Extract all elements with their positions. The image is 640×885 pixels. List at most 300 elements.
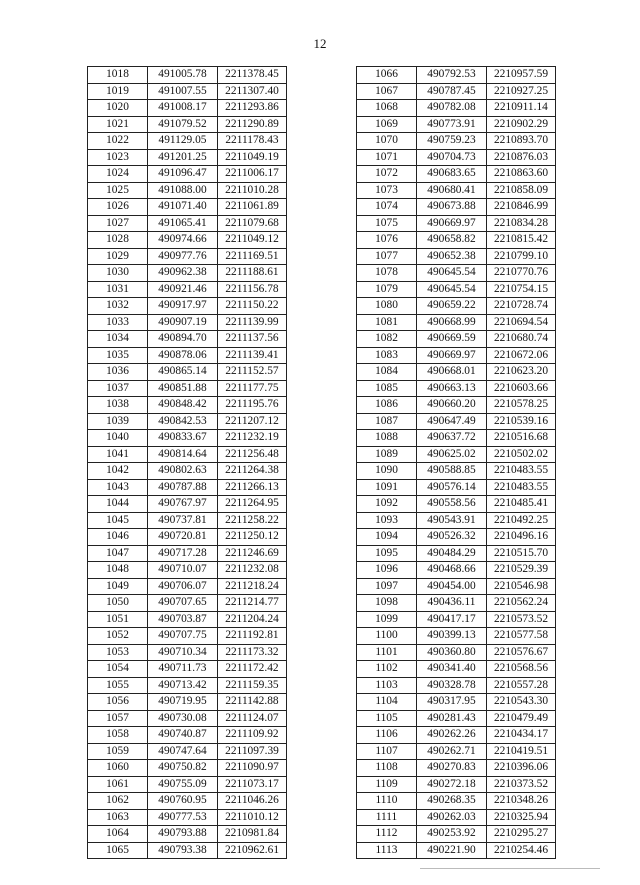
point-number-cell: 1054: [88, 661, 148, 678]
y-coordinate-cell: 2211156.78: [218, 281, 287, 298]
table-row: [88, 446, 287, 463]
table-row: [88, 116, 287, 133]
x-coordinate-cell: 490793.88: [148, 826, 218, 843]
table-row: [357, 116, 556, 133]
point-number-cell: 1088: [357, 430, 417, 447]
point-number-cell: 1069: [357, 116, 417, 133]
point-number-cell: 1111: [357, 809, 417, 826]
y-coordinate-cell: 2210325.94: [487, 809, 556, 826]
table-row: [88, 215, 287, 232]
x-coordinate-cell: 490848.42: [148, 397, 218, 414]
y-coordinate-cell: 2211109.92: [218, 727, 287, 744]
point-number-cell: 1036: [88, 364, 148, 381]
y-coordinate-cell: 2210434.17: [487, 727, 556, 744]
x-coordinate-cell: 490713.42: [148, 677, 218, 694]
table-row: [357, 182, 556, 199]
table-row: [357, 430, 556, 447]
table-row: [357, 496, 556, 513]
table-row: [88, 529, 287, 546]
x-coordinate-cell: 490526.32: [417, 529, 487, 546]
point-number-cell: 1082: [357, 331, 417, 348]
point-number-cell: 1061: [88, 776, 148, 793]
y-coordinate-cell: 2211006.17: [218, 166, 287, 183]
table-row: [357, 776, 556, 793]
point-number-cell: 1089: [357, 446, 417, 463]
x-coordinate-cell: 491071.40: [148, 199, 218, 216]
point-number-cell: 1026: [88, 199, 148, 216]
point-number-cell: 1094: [357, 529, 417, 546]
point-number-cell: 1031: [88, 281, 148, 298]
table-row: [88, 281, 287, 298]
table-row: [357, 83, 556, 100]
table-row: [357, 397, 556, 414]
table-row: [88, 265, 287, 282]
point-number-cell: 1098: [357, 595, 417, 612]
x-coordinate-cell: 490706.07: [148, 578, 218, 595]
x-coordinate-cell: 490710.07: [148, 562, 218, 579]
y-coordinate-cell: 2210483.55: [487, 479, 556, 496]
point-number-cell: 1063: [88, 809, 148, 826]
point-number-cell: 1095: [357, 545, 417, 562]
table-row: [88, 661, 287, 678]
x-coordinate-cell: 490262.71: [417, 743, 487, 760]
x-coordinate-cell: 491007.55: [148, 83, 218, 100]
table-row: [357, 529, 556, 546]
coordinates-table-right: [356, 66, 556, 859]
x-coordinate-cell: 490719.95: [148, 694, 218, 711]
point-number-cell: 1058: [88, 727, 148, 744]
y-coordinate-cell: 2210893.70: [487, 133, 556, 150]
table-row: [88, 743, 287, 760]
y-coordinate-cell: 2211010.12: [218, 809, 287, 826]
y-coordinate-cell: 2211046.26: [218, 793, 287, 810]
x-coordinate-cell: 491129.05: [148, 133, 218, 150]
x-coordinate-cell: 490704.73: [417, 149, 487, 166]
y-coordinate-cell: 2210981.84: [218, 826, 287, 843]
table-row: [357, 826, 556, 843]
x-coordinate-cell: 490668.01: [417, 364, 487, 381]
y-coordinate-cell: 2210295.27: [487, 826, 556, 843]
coordinates-table-right-body: [357, 67, 556, 859]
x-coordinate-cell: 490468.66: [417, 562, 487, 579]
x-coordinate-cell: 490907.19: [148, 314, 218, 331]
x-coordinate-cell: 490717.28: [148, 545, 218, 562]
point-number-cell: 1074: [357, 199, 417, 216]
y-coordinate-cell: 2210858.09: [487, 182, 556, 199]
table-row: [357, 760, 556, 777]
table-row: [357, 100, 556, 117]
y-coordinate-cell: 2211218.24: [218, 578, 287, 595]
point-number-cell: 1038: [88, 397, 148, 414]
x-coordinate-cell: 490341.40: [417, 661, 487, 678]
x-coordinate-cell: 490645.54: [417, 265, 487, 282]
x-coordinate-cell: 490755.09: [148, 776, 218, 793]
x-coordinate-cell: 490707.75: [148, 628, 218, 645]
y-coordinate-cell: 2211266.13: [218, 479, 287, 496]
x-coordinate-cell: 490750.82: [148, 760, 218, 777]
table-row: [88, 727, 287, 744]
point-number-cell: 1113: [357, 842, 417, 859]
x-coordinate-cell: 490272.18: [417, 776, 487, 793]
x-coordinate-cell: 490658.82: [417, 232, 487, 249]
y-coordinate-cell: 2210799.10: [487, 248, 556, 265]
x-coordinate-cell: 490977.76: [148, 248, 218, 265]
y-coordinate-cell: 2210546.98: [487, 578, 556, 595]
y-coordinate-cell: 2211169.51: [218, 248, 287, 265]
x-coordinate-cell: 491005.78: [148, 67, 218, 84]
table-row: [88, 496, 287, 513]
table-row: [357, 545, 556, 562]
y-coordinate-cell: 2211139.99: [218, 314, 287, 331]
point-number-cell: 1020: [88, 100, 148, 117]
x-coordinate-cell: 490221.90: [417, 842, 487, 859]
table-row: [357, 314, 556, 331]
point-number-cell: 1024: [88, 166, 148, 183]
point-number-cell: 1103: [357, 677, 417, 694]
y-coordinate-cell: 2210573.52: [487, 611, 556, 628]
table-row: [88, 298, 287, 315]
x-coordinate-cell: 490669.59: [417, 331, 487, 348]
table-row: [88, 644, 287, 661]
table-row: [357, 347, 556, 364]
table-row: [88, 595, 287, 612]
x-coordinate-cell: 490669.97: [417, 215, 487, 232]
x-coordinate-cell: 490558.56: [417, 496, 487, 513]
x-coordinate-cell: 490588.85: [417, 463, 487, 480]
y-coordinate-cell: 2210419.51: [487, 743, 556, 760]
table-row: [357, 463, 556, 480]
y-coordinate-cell: 2211152.57: [218, 364, 287, 381]
point-number-cell: 1028: [88, 232, 148, 249]
table-row: [357, 149, 556, 166]
table-row: [357, 644, 556, 661]
point-number-cell: 1085: [357, 380, 417, 397]
y-coordinate-cell: 2211188.61: [218, 265, 287, 282]
point-number-cell: 1064: [88, 826, 148, 843]
y-coordinate-cell: 2210694.54: [487, 314, 556, 331]
x-coordinate-cell: 490262.26: [417, 727, 487, 744]
x-coordinate-cell: 490625.02: [417, 446, 487, 463]
table-row: [88, 347, 287, 364]
point-number-cell: 1077: [357, 248, 417, 265]
table-row: [88, 67, 287, 84]
y-coordinate-cell: 2211150.22: [218, 298, 287, 315]
table-row: [357, 842, 556, 859]
x-coordinate-cell: 490710.34: [148, 644, 218, 661]
table-row: [88, 463, 287, 480]
x-coordinate-cell: 490703.87: [148, 611, 218, 628]
point-number-cell: 1073: [357, 182, 417, 199]
table-row: [357, 215, 556, 232]
table-row: [88, 694, 287, 711]
page-number: 12: [313, 36, 327, 51]
point-number-cell: 1076: [357, 232, 417, 249]
point-number-cell: 1070: [357, 133, 417, 150]
y-coordinate-cell: 2210927.25: [487, 83, 556, 100]
point-number-cell: 1106: [357, 727, 417, 744]
point-number-cell: 1101: [357, 644, 417, 661]
y-coordinate-cell: 2210902.29: [487, 116, 556, 133]
y-coordinate-cell: 2210539.16: [487, 413, 556, 430]
y-coordinate-cell: 2211250.12: [218, 529, 287, 546]
y-coordinate-cell: 2211177.75: [218, 380, 287, 397]
x-coordinate-cell: 490865.14: [148, 364, 218, 381]
table-row: [357, 710, 556, 727]
y-coordinate-cell: 2210577.58: [487, 628, 556, 645]
y-coordinate-cell: 2211137.56: [218, 331, 287, 348]
point-number-cell: 1091: [357, 479, 417, 496]
x-coordinate-cell: 490673.88: [417, 199, 487, 216]
table-row: [88, 100, 287, 117]
table-row: [357, 199, 556, 216]
x-coordinate-cell: 490773.91: [417, 116, 487, 133]
x-coordinate-cell: 490782.08: [417, 100, 487, 117]
point-number-cell: 1052: [88, 628, 148, 645]
table-row: [88, 380, 287, 397]
x-coordinate-cell: 490543.91: [417, 512, 487, 529]
y-coordinate-cell: 2210373.52: [487, 776, 556, 793]
table-row: [88, 199, 287, 216]
y-coordinate-cell: 2211232.08: [218, 562, 287, 579]
table-row: [88, 710, 287, 727]
table-row: [88, 83, 287, 100]
table-row: [357, 628, 556, 645]
x-coordinate-cell: 490759.23: [417, 133, 487, 150]
point-number-cell: 1099: [357, 611, 417, 628]
point-number-cell: 1035: [88, 347, 148, 364]
y-coordinate-cell: 2211178.43: [218, 133, 287, 150]
x-coordinate-cell: 490647.49: [417, 413, 487, 430]
point-number-cell: 1080: [357, 298, 417, 315]
y-coordinate-cell: 2211139.41: [218, 347, 287, 364]
table-row: [88, 842, 287, 859]
point-number-cell: 1027: [88, 215, 148, 232]
table-row: [88, 628, 287, 645]
point-number-cell: 1051: [88, 611, 148, 628]
x-coordinate-cell: 490663.13: [417, 380, 487, 397]
point-number-cell: 1072: [357, 166, 417, 183]
point-number-cell: 1046: [88, 529, 148, 546]
point-number-cell: 1043: [88, 479, 148, 496]
point-number-cell: 1100: [357, 628, 417, 645]
y-coordinate-cell: 2211049.19: [218, 149, 287, 166]
y-coordinate-cell: 2210957.59: [487, 67, 556, 84]
y-coordinate-cell: 2211204.24: [218, 611, 287, 628]
x-coordinate-cell: 491088.00: [148, 182, 218, 199]
x-coordinate-cell: 490652.38: [417, 248, 487, 265]
point-number-cell: 1084: [357, 364, 417, 381]
table-row: [357, 578, 556, 595]
point-number-cell: 1029: [88, 248, 148, 265]
table-row: [88, 133, 287, 150]
x-coordinate-cell: 490683.65: [417, 166, 487, 183]
x-coordinate-cell: 490851.88: [148, 380, 218, 397]
x-coordinate-cell: 490787.45: [417, 83, 487, 100]
point-number-cell: 1056: [88, 694, 148, 711]
y-coordinate-cell: 2210770.76: [487, 265, 556, 282]
table-row: [357, 67, 556, 84]
y-coordinate-cell: 2211207.12: [218, 413, 287, 430]
point-number-cell: 1059: [88, 743, 148, 760]
y-coordinate-cell: 2211142.88: [218, 694, 287, 711]
y-coordinate-cell: 2210496.16: [487, 529, 556, 546]
point-number-cell: 1108: [357, 760, 417, 777]
table-row: [357, 677, 556, 694]
y-coordinate-cell: 2210623.20: [487, 364, 556, 381]
y-coordinate-cell: 2210834.28: [487, 215, 556, 232]
y-coordinate-cell: 2210515.70: [487, 545, 556, 562]
x-coordinate-cell: 490787.88: [148, 479, 218, 496]
y-coordinate-cell: 2210846.99: [487, 199, 556, 216]
x-coordinate-cell: 491096.47: [148, 166, 218, 183]
x-coordinate-cell: 490253.92: [417, 826, 487, 843]
table-row: [88, 793, 287, 810]
y-coordinate-cell: 2211159.35: [218, 677, 287, 694]
table-row: [357, 446, 556, 463]
point-number-cell: 1109: [357, 776, 417, 793]
table-row: [357, 331, 556, 348]
x-coordinate-cell: 490660.20: [417, 397, 487, 414]
point-number-cell: 1087: [357, 413, 417, 430]
point-number-cell: 1078: [357, 265, 417, 282]
table-row: [88, 512, 287, 529]
y-coordinate-cell: 2211378.45: [218, 67, 287, 84]
table-row: [88, 809, 287, 826]
point-number-cell: 1055: [88, 677, 148, 694]
y-coordinate-cell: 2211090.97: [218, 760, 287, 777]
point-number-cell: 1065: [88, 842, 148, 859]
point-number-cell: 1018: [88, 67, 148, 84]
point-number-cell: 1066: [357, 67, 417, 84]
point-number-cell: 1023: [88, 149, 148, 166]
table-row: [88, 166, 287, 183]
y-coordinate-cell: 2210603.66: [487, 380, 556, 397]
x-coordinate-cell: 491008.17: [148, 100, 218, 117]
y-coordinate-cell: 2211264.38: [218, 463, 287, 480]
table-row: [357, 479, 556, 496]
table-row: [357, 694, 556, 711]
x-coordinate-cell: 490399.13: [417, 628, 487, 645]
x-coordinate-cell: 490637.72: [417, 430, 487, 447]
point-number-cell: 1021: [88, 116, 148, 133]
point-number-cell: 1060: [88, 760, 148, 777]
y-coordinate-cell: 2210479.49: [487, 710, 556, 727]
table-row: [357, 364, 556, 381]
y-coordinate-cell: 2211264.95: [218, 496, 287, 513]
y-coordinate-cell: 2210529.39: [487, 562, 556, 579]
x-coordinate-cell: 490760.95: [148, 793, 218, 810]
point-number-cell: 1049: [88, 578, 148, 595]
table-row: [357, 281, 556, 298]
table-row: [357, 512, 556, 529]
y-coordinate-cell: 2210728.74: [487, 298, 556, 315]
y-coordinate-cell: 2210485.41: [487, 496, 556, 513]
y-coordinate-cell: 2210557.28: [487, 677, 556, 694]
y-coordinate-cell: 2211192.81: [218, 628, 287, 645]
y-coordinate-cell: 2211079.68: [218, 215, 287, 232]
y-coordinate-cell: 2211307.40: [218, 83, 287, 100]
table-row: [88, 397, 287, 414]
point-number-cell: 1025: [88, 182, 148, 199]
point-number-cell: 1045: [88, 512, 148, 529]
point-number-cell: 1050: [88, 595, 148, 612]
y-coordinate-cell: 2211258.22: [218, 512, 287, 529]
table-row: [357, 413, 556, 430]
point-number-cell: 1062: [88, 793, 148, 810]
y-coordinate-cell: 2210576.67: [487, 644, 556, 661]
y-coordinate-cell: 2211049.12: [218, 232, 287, 249]
x-coordinate-cell: 490777.53: [148, 809, 218, 826]
point-number-cell: 1112: [357, 826, 417, 843]
point-number-cell: 1081: [357, 314, 417, 331]
point-number-cell: 1092: [357, 496, 417, 513]
point-number-cell: 1047: [88, 545, 148, 562]
x-coordinate-cell: 491065.41: [148, 215, 218, 232]
x-coordinate-cell: 490645.54: [417, 281, 487, 298]
point-number-cell: 1042: [88, 463, 148, 480]
x-coordinate-cell: 490921.46: [148, 281, 218, 298]
table-row: [88, 479, 287, 496]
table-row: [88, 364, 287, 381]
x-coordinate-cell: 490707.65: [148, 595, 218, 612]
x-coordinate-cell: 490360.80: [417, 644, 487, 661]
y-coordinate-cell: 2210502.02: [487, 446, 556, 463]
x-coordinate-cell: 490268.35: [417, 793, 487, 810]
y-coordinate-cell: 2210815.42: [487, 232, 556, 249]
y-coordinate-cell: 2211256.48: [218, 446, 287, 463]
y-coordinate-cell: 2211232.19: [218, 430, 287, 447]
point-number-cell: 1102: [357, 661, 417, 678]
x-coordinate-cell: 490659.22: [417, 298, 487, 315]
x-coordinate-cell: 491079.52: [148, 116, 218, 133]
x-coordinate-cell: 490576.14: [417, 479, 487, 496]
x-coordinate-cell: 490878.06: [148, 347, 218, 364]
y-coordinate-cell: 2211173.32: [218, 644, 287, 661]
table-row: [88, 248, 287, 265]
y-coordinate-cell: 2211061.89: [218, 199, 287, 216]
y-coordinate-cell: 2210543.30: [487, 694, 556, 711]
y-coordinate-cell: 2211195.76: [218, 397, 287, 414]
point-number-cell: 1079: [357, 281, 417, 298]
table-row: [88, 430, 287, 447]
y-coordinate-cell: 2211073.17: [218, 776, 287, 793]
point-number-cell: 1096: [357, 562, 417, 579]
table-row: [357, 809, 556, 826]
coordinates-table-left: [87, 66, 287, 859]
point-number-cell: 1105: [357, 710, 417, 727]
table-row: [357, 595, 556, 612]
x-coordinate-cell: 490417.17: [417, 611, 487, 628]
x-coordinate-cell: 490767.97: [148, 496, 218, 513]
x-coordinate-cell: 490802.63: [148, 463, 218, 480]
x-coordinate-cell: 490793.38: [148, 842, 218, 859]
x-coordinate-cell: 490917.97: [148, 298, 218, 315]
table-row: [357, 133, 556, 150]
point-number-cell: 1044: [88, 496, 148, 513]
point-number-cell: 1068: [357, 100, 417, 117]
point-number-cell: 1041: [88, 446, 148, 463]
table-row: [88, 562, 287, 579]
y-coordinate-cell: 2210492.25: [487, 512, 556, 529]
x-coordinate-cell: 490894.70: [148, 331, 218, 348]
y-coordinate-cell: 2210863.60: [487, 166, 556, 183]
point-number-cell: 1097: [357, 578, 417, 595]
y-coordinate-cell: 2210348.26: [487, 793, 556, 810]
x-coordinate-cell: 490730.08: [148, 710, 218, 727]
table-row: [88, 314, 287, 331]
table-row: [357, 743, 556, 760]
y-coordinate-cell: 2211293.86: [218, 100, 287, 117]
